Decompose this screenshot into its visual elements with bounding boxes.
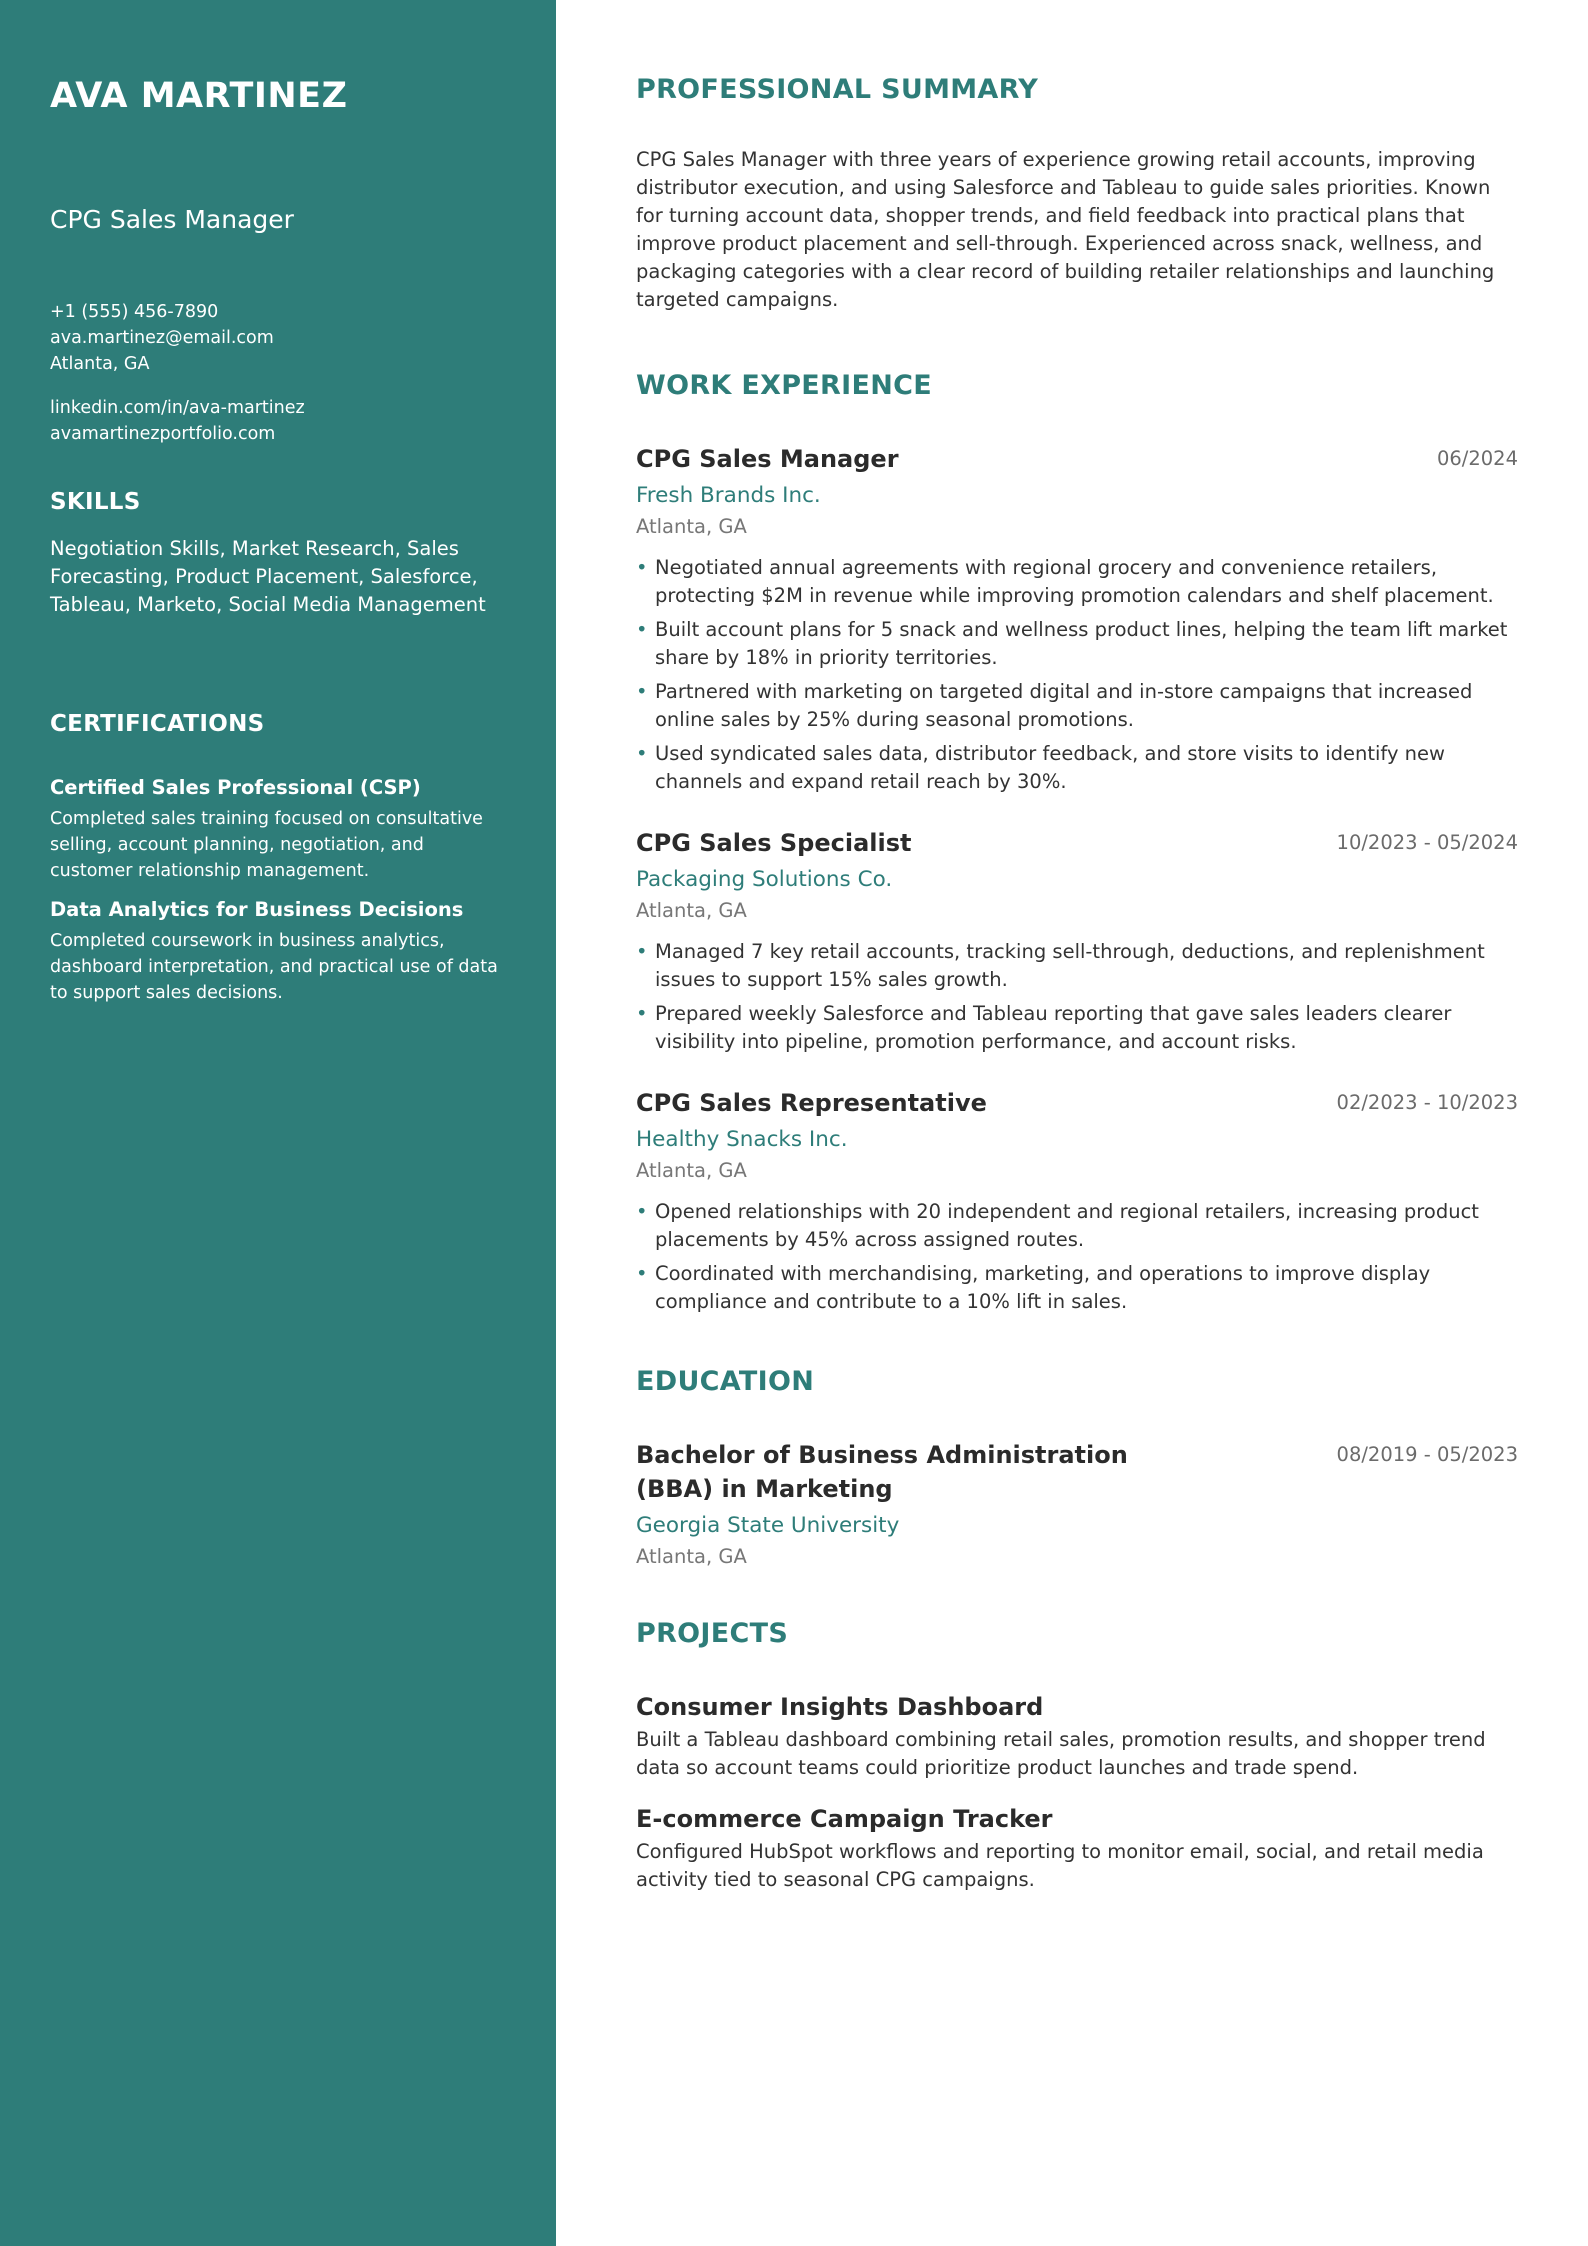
job-bullets [636, 554, 1518, 796]
bullet-dot-icon: • [636, 618, 648, 641]
email-address: ava.martinez@email.com [50, 328, 274, 348]
degree-title: Bachelor of Business Administration (BBA) in Marketing [636, 1441, 1128, 1503]
company-name: Packaging Solutions Co. [636, 867, 893, 892]
bullet-dot-icon: • [636, 1200, 648, 1223]
bullet-text: Managed 7 key retail accounts, tracking sell-through, deductions, and replenishment issues to support 15% sales growth. [655, 940, 1485, 991]
profile-links [50, 395, 506, 447]
bullet-text: Negotiated annual agreements with regional grocery and convenience retailers, protecting $2M in revenue while improving promotion calendars and shelf placement. [655, 556, 1494, 607]
bullet-dot-icon: • [636, 1262, 648, 1285]
bullet-dot-icon: • [636, 680, 648, 703]
project-item [636, 1802, 1518, 1894]
list-item [636, 938, 1518, 994]
skills-list: Negotiation Skills, Market Research, Sales Forecasting, Product Placement, Salesforce, Tableau, Marketo, Social Media Management [50, 537, 486, 616]
job-location: Atlanta, GA [636, 1159, 747, 1182]
job-bullets [636, 938, 1518, 1056]
main-content [556, 0, 1588, 2246]
education-section [636, 1362, 1518, 1572]
bullet-text: Coordinated with merchandising, marketing, and operations to improve display compliance and contribute to a 10% lift in sales. [655, 1262, 1431, 1313]
list-item [636, 678, 1518, 734]
project-description: Configured HubSpot workflows and reporting to monitor email, social, and retail media activity tied to seasonal CPG campaigns. [636, 1840, 1484, 1891]
projects-section [636, 1614, 1518, 1894]
education-entry [636, 1438, 1518, 1572]
bullet-dot-icon: • [636, 742, 648, 765]
project-description: Built a Tableau dashboard combining retail sales, promotion results, and shopper trend data so account teams could prioritize product launches and trade spend. [636, 1728, 1486, 1779]
projects-heading: PROJECTS [636, 1618, 789, 1649]
bullet-text: Used syndicated sales data, distributor feedback, and store visits to identify new channels and expand retail reach by 30%. [655, 742, 1445, 793]
bullet-text: Opened relationships with 20 independent and regional retailers, increasing product placements by 45% across assigned routes. [655, 1200, 1479, 1251]
candidate-headline: CPG Sales Manager [50, 205, 294, 234]
job-location: Atlanta, GA [636, 899, 747, 922]
sidebar [0, 0, 556, 2246]
bullet-dot-icon: • [636, 556, 648, 579]
education-date: 08/2019 - 05/2023 [1336, 1443, 1518, 1466]
job-date: 06/2024 [1436, 447, 1518, 470]
summary-text: CPG Sales Manager with three years of experience growing retail accounts, improving distributor execution, and using Salesforce and Tableau to guide sales priorities. Known for turning account data, shopper trends, and field feedback into practical plans that improve product placement and sell-through. Experienced across snack, wellness, and packaging categories with a clear record of building retailer relationships and launching targeted campaigns. [636, 148, 1495, 311]
linkedin-link[interactable]: linkedin.com/in/ava-martinez [50, 398, 305, 418]
education-heading: EDUCATION [636, 1366, 815, 1397]
experience-section [636, 366, 1518, 1316]
certification-title: Certified Sales Professional (CSP) [50, 776, 421, 799]
project-item [636, 1690, 1518, 1782]
bullet-dot-icon: • [636, 940, 648, 963]
portfolio-link[interactable]: avamartinezportfolio.com [50, 424, 276, 444]
certifications-list [50, 774, 506, 1006]
bullet-text: Built account plans for 5 snack and wellness product lines, helping the team lift market share by 18% in priority territories. [655, 618, 1508, 669]
job-entry [636, 1086, 1518, 1316]
job-date: 10/2023 - 05/2024 [1336, 831, 1518, 854]
company-name: Healthy Snacks Inc. [636, 1127, 848, 1152]
job-title: CPG Sales Manager [636, 445, 899, 473]
job-entry [636, 826, 1518, 1056]
projects-list [636, 1690, 1518, 1894]
bullet-dot-icon: • [636, 1002, 648, 1025]
candidate-name: AVA MARTINEZ [50, 76, 348, 116]
project-title: E-commerce Campaign Tracker [636, 1805, 1053, 1833]
experience-heading: WORK EXPERIENCE [636, 370, 932, 401]
list-item [636, 1198, 1518, 1254]
company-name: Fresh Brands Inc. [636, 483, 821, 508]
bullet-text: Partnered with marketing on targeted digital and in-store campaigns that increased online sales by 25% during seasonal promotions. [655, 680, 1473, 731]
job-title: CPG Sales Representative [636, 1089, 987, 1117]
certification-item [50, 896, 506, 1006]
summary-heading: PROFESSIONAL SUMMARY [636, 74, 1039, 105]
list-item [636, 554, 1518, 610]
list-item [636, 1260, 1518, 1316]
certification-item [50, 774, 506, 884]
school-name: Georgia State University [636, 1513, 900, 1538]
job-bullets [636, 1198, 1518, 1316]
phone-number: +1 (555) 456-7890 [50, 302, 219, 322]
list-item [636, 740, 1518, 796]
job-entry [636, 442, 1518, 796]
skills-heading: SKILLS [50, 489, 141, 515]
list-item [636, 1000, 1518, 1056]
job-date: 02/2023 - 10/2023 [1336, 1091, 1518, 1114]
summary-section [636, 70, 1518, 314]
certifications-heading: CERTIFICATIONS [50, 711, 265, 737]
list-item [636, 616, 1518, 672]
certification-description: Completed sales training focused on consultative selling, account planning, negotiation, and customer relationship management. [50, 809, 483, 881]
project-title: Consumer Insights Dashboard [636, 1693, 1044, 1721]
job-location: Atlanta, GA [636, 515, 747, 538]
job-title: CPG Sales Specialist [636, 829, 912, 857]
bullet-text: Prepared weekly Salesforce and Tableau reporting that gave sales leaders clearer visibility into pipeline, promotion performance, and account risks. [655, 1002, 1452, 1053]
certification-title: Data Analytics for Business Decisions [50, 898, 464, 921]
school-location: Atlanta, GA [636, 1545, 747, 1568]
contact-location: Atlanta, GA [50, 354, 150, 374]
contact-info [50, 299, 506, 377]
certification-description: Completed coursework in business analytics, dashboard interpretation, and practical use of data to support sales decisions. [50, 931, 498, 1003]
